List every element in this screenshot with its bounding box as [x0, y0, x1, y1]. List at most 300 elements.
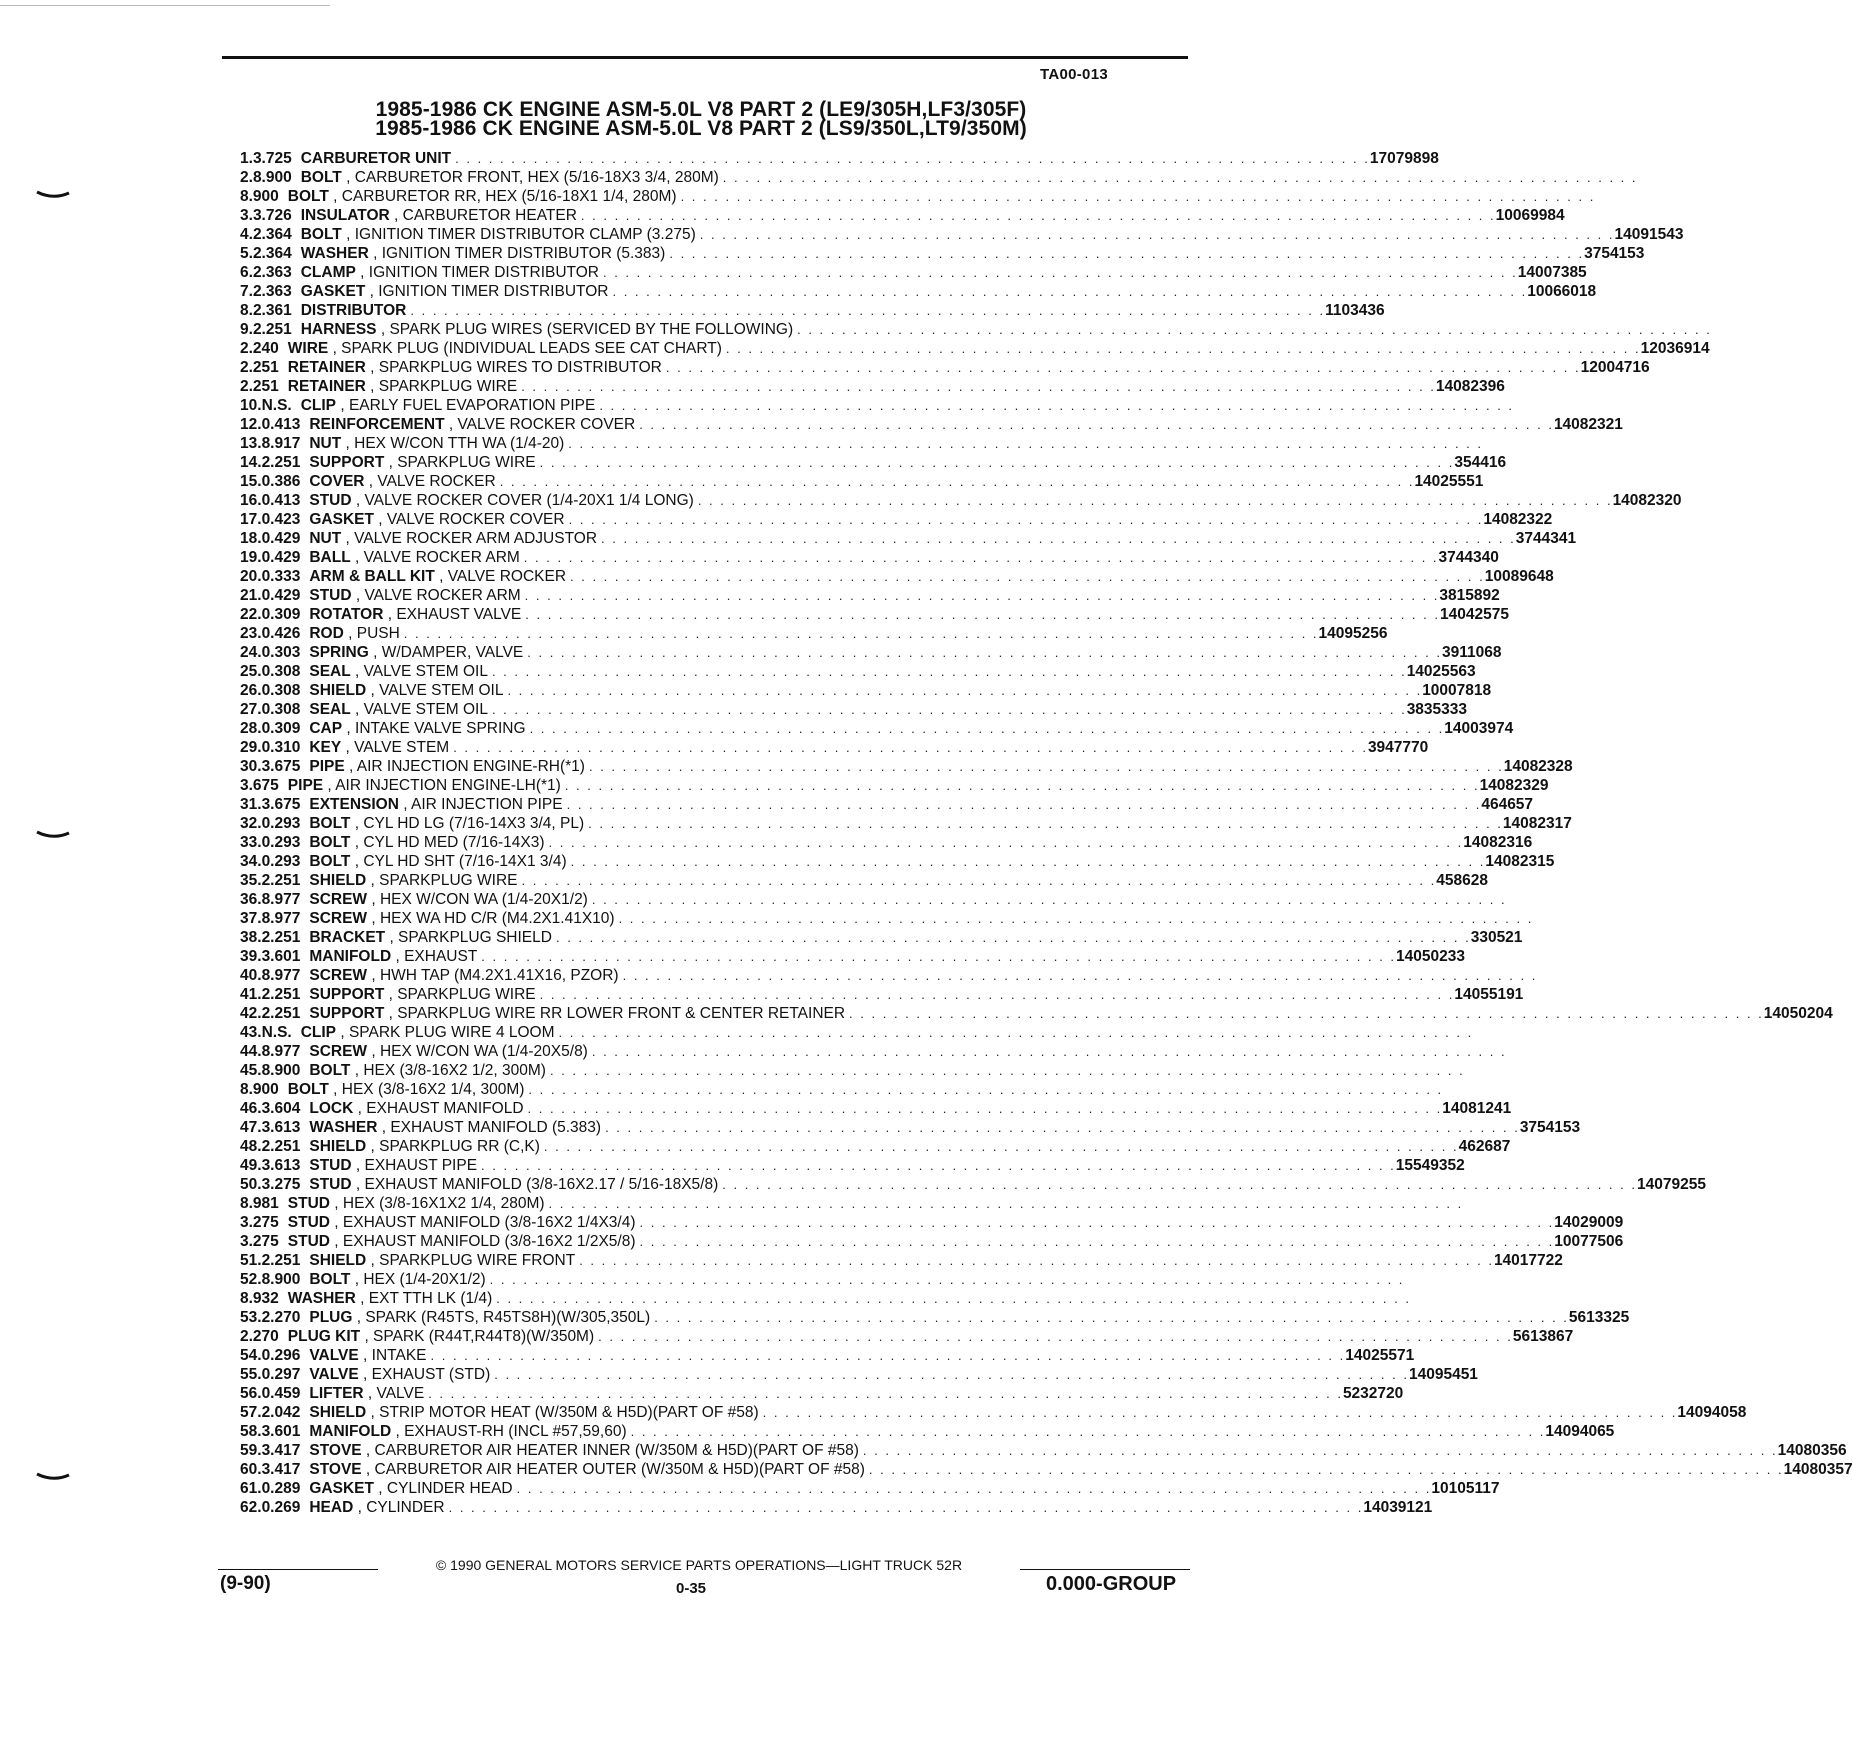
illustration-code: 3.275 — [240, 1214, 279, 1231]
part-name: GASKET — [309, 511, 374, 528]
part-name: VALVE — [309, 1366, 359, 1383]
dot-leader: . . . . . . . . . . . . . . . . . . . . . . . . . . . . . . . . . . . . . . . . . . . . . . . . . . . . . . . . . . . . . . . . . . . . . . . . . . . . . . . . . . — [555, 930, 1471, 945]
part-number: 14080357 — [1783, 1461, 1853, 1478]
part-detail: , AIR INJECTION PIPE — [398, 796, 563, 813]
part-name: RETAINER — [287, 378, 366, 395]
part-number: 14025551 — [1414, 473, 1484, 490]
dot-leader: . . . . . . . . . . . . . . . . . . . . . . . . . . . . . . . . . . . . . . . . . . . . . . . . . . . . . . . . . . . . . . . . . . . . . . . . . . . . . . . . . . — [523, 550, 1439, 565]
part-name: CLIP — [300, 1024, 337, 1041]
illustration-code: 2.251 — [261, 986, 301, 1003]
illustration-code: 0.308 — [261, 663, 301, 680]
part-number: 3744341 — [1515, 530, 1577, 547]
part-name: CLAMP — [300, 264, 356, 281]
part-detail: , CYLINDER HEAD — [373, 1480, 513, 1497]
list-item — [240, 1023, 1474, 1042]
list-item — [240, 510, 1553, 529]
list-item — [240, 339, 1710, 358]
part-detail: , AIR INJECTION ENGINE-RH(*1) — [344, 758, 585, 775]
dot-leader: . . . . . . . . . . . . . . . . . . . . . . . . . . . . . . . . . . . . . . . . . . . . . . . . . . . . . . . . . . . . . . . . . . . . . . . . . . . . . . . . . . — [639, 1234, 1555, 1249]
part-number: 14082316 — [1463, 834, 1533, 851]
part-description — [309, 871, 1436, 890]
part-detail: , EXHAUST — [391, 948, 478, 965]
part-number: 14079255 — [1637, 1176, 1706, 1193]
illustration-code: 2.270 — [261, 1309, 301, 1326]
part-detail: , STRIP MOTOR HEAT (W/350M & H5D)(PART OF #58) — [366, 1404, 759, 1421]
list-item — [240, 852, 1555, 871]
part-description — [309, 928, 1470, 947]
part-name: BOLT — [309, 853, 351, 870]
illustration-code: 8.900 — [240, 1081, 279, 1098]
part-description — [301, 244, 1584, 263]
part-name: KEY — [309, 739, 342, 756]
ref-number: 20. — [240, 568, 262, 585]
list-item — [240, 890, 1507, 909]
illustration-code: 3.613 — [261, 1119, 301, 1136]
part-detail: , AIR INJECTION ENGINE-LH(*1) — [323, 777, 561, 794]
illustration-code: 0.310 — [261, 739, 301, 756]
part-name: STUD — [309, 492, 352, 509]
part-description — [309, 1441, 1777, 1460]
ref-number: 15. — [240, 473, 262, 490]
list-item — [240, 415, 1623, 434]
list-item — [240, 263, 1587, 282]
illustration-code: 3.675 — [261, 796, 301, 813]
illustration-code: 8.900 — [252, 169, 292, 186]
list-item — [240, 909, 1534, 928]
part-name: BOLT — [309, 834, 351, 851]
part-name: SUPPORT — [309, 454, 385, 471]
part-name: WASHER — [287, 1290, 356, 1307]
ref-number: 47. — [240, 1119, 262, 1136]
part-description — [309, 491, 1612, 510]
dot-leader: . . . . . . . . . . . . . . . . . . . . . . . . . . . . . . . . . . . . . . . . . . . . . . . . . . . . . . . . . . . . . . . . . . . . . . . . . . . . . . . . . . — [697, 493, 1613, 508]
footer-rule-left — [218, 1569, 378, 1570]
illustration-code: 0.293 — [261, 853, 301, 870]
part-description — [301, 263, 1518, 282]
list-item — [240, 586, 1500, 605]
ref-number: 2. — [240, 169, 253, 186]
part-number: 354416 — [1454, 454, 1507, 471]
part-name: STOVE — [309, 1461, 362, 1478]
ref-number: 24. — [240, 644, 262, 661]
list-item — [240, 491, 1682, 510]
list-item — [240, 1194, 1464, 1213]
part-name: SHIELD — [309, 872, 367, 889]
part-detail: , HEX (3/8-16X2 1/2, 300M) — [350, 1062, 546, 1079]
dot-leader: . . . . . . . . . . . . . . . . . . . . . . . . . . . . . . . . . . . . . . . . . . . . . . . . . . . . . . . . . . . . . . . . . . . . . . . . . . . . . . . . . . — [580, 208, 1496, 223]
ref-number: 28. — [240, 720, 262, 737]
part-number: 14029009 — [1554, 1214, 1624, 1231]
part-detail: , INTAKE — [358, 1347, 427, 1364]
part-name: DISTRIBUTOR — [300, 302, 407, 319]
part-description — [309, 1422, 1545, 1441]
illustration-code: 3.601 — [261, 1423, 301, 1440]
illustration-code: 8.981 — [240, 1195, 279, 1212]
illustration-code: 0.429 — [261, 530, 301, 547]
part-detail: , EXHAUST MANIFOLD (5.383) — [377, 1119, 602, 1136]
part-number: 14003974 — [1444, 720, 1514, 737]
list-item — [240, 871, 1488, 890]
part-description — [309, 890, 1506, 909]
part-description — [309, 1251, 1494, 1270]
part-name: BOLT — [300, 169, 342, 186]
dot-leader: . . . . . . . . . . . . . . . . . . . . . . . . . . . . . . . . . . . . . . . . . . . . . . . . . . . . . . . . . . . . . . . . . . . . . . . . . . . . . . . . . . — [527, 645, 1442, 660]
dot-leader: . . . . . . . . . . . . . . . . . . . . . . . . . . . . . . . . . . . . . . . . . . . . . . . . . . . . . . . . . . . . . . . . . . . . . . . . . . . . . . . . . . — [403, 626, 1319, 641]
ref-number: 7. — [240, 283, 253, 300]
illustration-code: 8.900 — [261, 1062, 301, 1079]
part-description — [309, 453, 1454, 472]
part-name: HEAD — [309, 1499, 354, 1516]
dot-leader: . . . . . . . . . . . . . . . . . . . . . . . . . . . . . . . . . . . . . . . . . . . . . . . . . . . . . . . . . . . . . . . . . . . . . . . . . . . . . . . . . . — [862, 1443, 1778, 1458]
part-name: BOLT — [300, 226, 342, 243]
part-detail: , VALVE — [363, 1385, 425, 1402]
dot-leader: . . . . . . . . . . . . . . . . . . . . . . . . . . . . . . . . . . . . . . . . . . . . . . . . . . . . . . . . . . . . . . . . . . . . . . . . . . . . . . . . . . — [605, 1120, 1520, 1135]
part-description — [301, 1023, 1474, 1042]
part-detail: , CYL HD MED (7/16-14X3) — [350, 834, 545, 851]
part-name: SCREW — [309, 891, 368, 908]
list-item — [240, 168, 1638, 187]
part-name: BOLT — [287, 188, 329, 205]
part-number: 5232720 — [1342, 1385, 1404, 1402]
group-label: 0.000-GROUP — [1046, 1573, 1177, 1595]
part-detail: , SPARKPLUG WIRE RR LOWER FRONT & CENTER RETAINER — [384, 1005, 846, 1022]
list-item — [240, 947, 1465, 966]
illustration-code: 0.413 — [261, 416, 301, 433]
title-block — [0, 100, 1252, 138]
part-description — [309, 947, 1396, 966]
list-item — [240, 453, 1507, 472]
list-item — [240, 1498, 1433, 1517]
ref-number: 56. — [240, 1385, 262, 1402]
part-description — [301, 206, 1496, 225]
illustration-code: 3.604 — [261, 1100, 301, 1117]
ref-number: 53. — [240, 1309, 262, 1326]
ref-number: 29. — [240, 739, 262, 756]
dot-leader: . . . . . . . . . . . . . . . . . . . . . . . . . . . . . . . . . . . . . . . . . . . . . . . . . . . . . . . . . . . . . . . . . . . . . . . . . . . . . . . . . . — [430, 1348, 1346, 1363]
part-number: 14082328 — [1503, 758, 1573, 775]
part-name: WIRE — [287, 340, 329, 357]
ref-number: 5. — [240, 245, 253, 262]
part-name: BOLT — [309, 1062, 351, 1079]
part-description — [309, 719, 1444, 738]
dot-leader: . . . . . . . . . . . . . . . . . . . . . . . . . . . . . . . . . . . . . . . . . . . . . . . . . . . . . . . . . . . . . . . . . . . . . . . . . . . . . . . . . . — [494, 1367, 1409, 1382]
list-item — [240, 1346, 1415, 1365]
part-description — [288, 1080, 1443, 1099]
list-item — [240, 681, 1492, 700]
list-item — [240, 833, 1533, 852]
dot-leader: . . . . . . . . . . . . . . . . . . . . . . . . . . . . . . . . . . . . . . . . . . . . . . . . . . . . . . . . . . . . . . . . . . . . . . . . . . . . . . . . . . — [496, 1291, 1411, 1306]
part-description — [288, 377, 1436, 396]
part-name: STUD — [309, 1157, 352, 1174]
part-name: STUD — [287, 1233, 330, 1250]
illustration-code: 0.423 — [261, 511, 301, 528]
list-item — [240, 1156, 1465, 1175]
part-number: 5613325 — [1568, 1309, 1630, 1326]
part-name: CLIP — [300, 397, 337, 414]
revision-date: (9-90) — [220, 1573, 271, 1594]
part-number: 10007818 — [1422, 682, 1492, 699]
ref-number: 59. — [240, 1442, 262, 1459]
illustration-code: 8.900 — [261, 1271, 301, 1288]
list-item — [240, 795, 1534, 814]
dot-leader: . . . . . . . . . . . . . . . . . . . . . . . . . . . . . . . . . . . . . . . . . . . . . . . . . . . . . . . . . . . . . . . . . . . . . . . . . . . . . . . . . . — [602, 265, 1518, 280]
part-name: PIPE — [309, 758, 345, 775]
ref-number: 30. — [240, 758, 262, 775]
dot-leader: . . . . . . . . . . . . . . . . . . . . . . . . . . . . . . . . . . . . . . . . . . . . . . . . . . . . . . . . . . . . . . . . . . . . . . . . . . . . . . . . . . — [410, 303, 1326, 318]
dot-leader: . . . . . . . . . . . . . . . . . . . . . . . . . . . . . . . . . . . . . . . . . . . . . . . . . . . . . . . . . . . . . . . . . . . . . . . . . . . . . . . . . . — [455, 151, 1370, 166]
list-item — [240, 1403, 1747, 1422]
ref-number: 41. — [240, 986, 262, 1003]
list-item — [240, 434, 1484, 453]
part-number: 14081241 — [1442, 1100, 1512, 1117]
part-detail: , HEX W/CON WA (1/4-20X1/2) — [367, 891, 588, 908]
ref-number: 22. — [240, 606, 262, 623]
part-description — [309, 643, 1442, 662]
part-detail: , VALVE STEM OIL — [350, 663, 488, 680]
part-number: 12004716 — [1580, 359, 1650, 376]
part-name: SEAL — [309, 701, 351, 718]
dot-leader: . . . . . . . . . . . . . . . . . . . . . . . . . . . . . . . . . . . . . . . . . . . . . . . . . . . . . . . . . . . . . . . . . . . . . . . . . . . . . . . . . . — [680, 189, 1596, 204]
part-name: STUD — [309, 1176, 352, 1193]
part-name: BOLT — [309, 1271, 351, 1288]
part-description — [301, 301, 1325, 320]
ref-number: 43. — [240, 1024, 262, 1041]
part-description — [309, 1346, 1345, 1365]
part-number: 458628 — [1436, 872, 1488, 889]
footer-rule-right — [1020, 1569, 1190, 1570]
illustration-code: 0.296 — [261, 1347, 301, 1364]
part-description — [288, 1232, 1554, 1251]
ref-number: 14. — [240, 454, 262, 471]
dot-leader: . . . . . . . . . . . . . . . . . . . . . . . . . . . . . . . . . . . . . . . . . . . . . . . . . . . . . . . . . . . . . . . . . . . . . . . . . . . . . . . . . . — [568, 512, 1484, 527]
ref-number: 54. — [240, 1347, 262, 1364]
dot-leader: . . . . . . . . . . . . . . . . . . . . . . . . . . . . . . . . . . . . . . . . . . . . . . . . . . . . . . . . . . . . . . . . . . . . . . . . . . . . . . . . . . — [448, 1500, 1364, 1515]
part-detail: , VALVE ROCKER COVER (1/4-20X1 1/4 LONG) — [351, 492, 694, 509]
dot-leader: . . . . . . . . . . . . . . . . . . . . . . . . . . . . . . . . . . . . . . . . . . . . . . . . . . . . . . . . . . . . . . . . . . . . . . . . . . . . . . . . . . — [725, 341, 1641, 356]
dot-leader: . . . . . . . . . . . . . . . . . . . . . . . . . . . . . . . . . . . . . . . . . . . . . . . . . . . . . . . . . . . . . . . . . . . . . . . . . . . . . . . . . . — [527, 1101, 1443, 1116]
part-description — [309, 1137, 1458, 1156]
dot-leader: . . . . . . . . . . . . . . . . . . . . . . . . . . . . . . . . . . . . . . . . . . . . . . . . . . . . . . . . . . . . . . . . . . . . . . . . . . . . . . . . . . — [548, 1196, 1464, 1211]
dot-leader: . . . . . . . . . . . . . . . . . . . . . . . . . . . . . . . . . . . . . . . . . . . . . . . . . . . . . . . . . . . . . . . . . . . . . . . . . . . . . . . . . . — [618, 911, 1534, 926]
illustration-code: 8.977 — [261, 910, 301, 927]
part-name: CARBURETOR UNIT — [300, 150, 452, 167]
dot-leader: . . . . . . . . . . . . . . . . . . . . . . . . . . . . . . . . . . . . . . . . . . . . . . . . . . . . . . . . . . . . . . . . . . . . . . . . . . . . . . . . . . — [507, 683, 1423, 698]
dot-leader: . . . . . . . . . . . . . . . . . . . . . . . . . . . . . . . . . . . . . . . . . . . . . . . . . . . . . . . . . . . . . . . . . . . . . . . . . . . . . . . . . . — [524, 588, 1440, 603]
part-name: GASKET — [300, 283, 366, 300]
part-detail: , IGNITION TIMER DISTRIBUTOR CLAMP (3.275) — [341, 226, 696, 243]
ref-number: 39. — [240, 948, 262, 965]
part-number: 14080356 — [1777, 1442, 1847, 1459]
part-detail: , SPARKPLUG WIRE — [384, 986, 536, 1003]
ref-number: 4. — [240, 226, 253, 243]
illustration-code: 0.309 — [261, 720, 301, 737]
illustration-code: 0.269 — [261, 1499, 301, 1516]
illustration-code: 2.042 — [261, 1404, 301, 1421]
dot-leader: . . . . . . . . . . . . . . . . . . . . . . . . . . . . . . . . . . . . . . . . . . . . . . . . . . . . . . . . . . . . . . . . . . . . . . . . . . . . . . . . . . — [601, 531, 1516, 546]
part-number: 14007385 — [1517, 264, 1587, 281]
part-number: 15549352 — [1395, 1157, 1465, 1174]
part-name: RETAINER — [287, 359, 366, 376]
part-name: PIPE — [287, 777, 324, 794]
illustration-code: 2.251 — [252, 321, 292, 338]
part-detail: , EXHAUST MANIFOLD (3/8-16X2.17 / 5/16-18X5/8) — [351, 1176, 719, 1193]
part-detail: , HEX (3/8-16X2 1/4, 300M) — [328, 1081, 525, 1098]
part-detail: , CYL HD LG (7/16-14X3 3/4, PL) — [350, 815, 585, 832]
list-item — [240, 719, 1514, 738]
part-number: 14095256 — [1318, 625, 1388, 642]
illustration-code: 8.900 — [240, 188, 279, 205]
illustration-code: N.S. — [261, 397, 292, 414]
dot-leader: . . . . . . . . . . . . . . . . . . . . . . . . . . . . . . . . . . . . . . . . . . . . . . . . . . . . . . . . . . . . . . . . . . . . . . . . . . . . . . . . . . — [543, 1139, 1459, 1154]
part-detail: , SPARKPLUG SHIELD — [385, 929, 552, 946]
list-item — [240, 605, 1509, 624]
scan-artifact-line — [0, 5, 330, 6]
ref-number: 21. — [240, 587, 262, 604]
part-detail: , VALVE STEM OIL — [366, 682, 504, 699]
part-description — [309, 1099, 1442, 1118]
dot-leader: . . . . . . . . . . . . . . . . . . . . . . . . . . . . . . . . . . . . . . . . . . . . . . . . . . . . . . . . . . . . . . . . . . . . . . . . . . . . . . . . . . — [797, 322, 1712, 337]
part-detail: , EXT TTH LK (1/4) — [355, 1290, 493, 1307]
part-detail: , HWH TAP (M4.2X1.41X16, PZOR) — [367, 967, 619, 984]
part-detail: , HEX (3/8-16X1X2 1/4, 280M) — [330, 1195, 545, 1212]
illustration-code: 8.932 — [240, 1290, 279, 1307]
part-description — [288, 776, 1480, 795]
ref-number: 57. — [240, 1404, 262, 1421]
dot-leader: . . . . . . . . . . . . . . . . . . . . . . . . . . . . . . . . . . . . . . . . . . . . . . . . . . . . . . . . . . . . . . . . . . . . . . . . . . . . . . . . . . — [639, 1215, 1555, 1230]
part-description — [309, 472, 1414, 491]
part-name: SHIELD — [309, 1404, 367, 1421]
part-name: INSULATOR — [300, 207, 390, 224]
illustration-code: 2.364 — [252, 245, 292, 262]
ref-number: 31. — [240, 796, 262, 813]
dot-leader: . . . . . . . . . . . . . . . . . . . . . . . . . . . . . . . . . . . . . . . . . . . . . . . . . . . . . . . . . . . . . . . . . . . . . . . . . . . . . . . . . . — [588, 816, 1503, 831]
illustration-code: 3.601 — [261, 948, 301, 965]
part-number: 14042575 — [1439, 606, 1509, 623]
dot-leader: . . . . . . . . . . . . . . . . . . . . . . . . . . . . . . . . . . . . . . . . . . . . . . . . . . . . . . . . . . . . . . . . . . . . . . . . . . . . . . . . . . — [558, 1025, 1474, 1040]
binder-hole-mark — [36, 830, 70, 840]
dot-leader: . . . . . . . . . . . . . . . . . . . . . . . . . . . . . . . . . . . . . . . . . . . . . . . . . . . . . . . . . . . . . . . . . . . . . . . . . . . . . . . . . . — [699, 227, 1615, 242]
ref-number: 9. — [240, 321, 253, 338]
part-description — [309, 985, 1454, 1004]
list-item — [240, 206, 1565, 225]
illustration-code: 3.417 — [261, 1461, 301, 1478]
part-name: PLUG KIT — [287, 1328, 361, 1345]
part-number: 12036914 — [1640, 340, 1710, 357]
illustration-code: 0.293 — [261, 815, 301, 832]
ref-number: 36. — [240, 891, 262, 908]
list-item — [240, 928, 1523, 947]
list-item — [240, 1099, 1512, 1118]
dot-leader: . . . . . . . . . . . . . . . . . . . . . . . . . . . . . . . . . . . . . . . . . . . . . . . . . . . . . . . . . . . . . . . . . . . . . . . . . . . . . . . . . . — [762, 1405, 1678, 1420]
ref-number: 12. — [240, 416, 262, 433]
dot-leader: . . . . . . . . . . . . . . . . . . . . . . . . . . . . . . . . . . . . . . . . . . . . . . . . . . . . . . . . . . . . . . . . . . . . . . . . . . . . . . . . . . — [639, 417, 1554, 432]
part-detail: , SPARKPLUG WIRE — [366, 872, 518, 889]
list-item — [240, 472, 1484, 491]
part-name: MANIFOLD — [309, 948, 392, 965]
dot-leader: . . . . . . . . . . . . . . . . . . . . . . . . . . . . . . . . . . . . . . . . . . . . . . . . . . . . . . . . . . . . . . . . . . . . . . . . . . . . . . . . . . — [669, 246, 1585, 261]
part-description — [301, 225, 1615, 244]
illustration-code: 3.675 — [240, 777, 279, 794]
list-item — [240, 814, 1572, 833]
part-detail: , IGNITION TIMER DISTRIBUTOR (5.383) — [368, 245, 666, 262]
part-number: 3947770 — [1367, 739, 1429, 756]
illustration-code: 0.459 — [261, 1385, 301, 1402]
part-number: 10105117 — [1431, 1480, 1500, 1497]
list-item — [240, 1460, 1853, 1479]
list-item — [240, 1270, 1405, 1289]
part-name: PLUG — [309, 1309, 353, 1326]
ref-number: 32. — [240, 815, 262, 832]
list-item — [240, 320, 1712, 339]
ref-number: 18. — [240, 530, 262, 547]
dot-leader: . . . . . . . . . . . . . . . . . . . . . . . . . . . . . . . . . . . . . . . . . . . . . . . . . . . . . . . . . . . . . . . . . . . . . . . . . . . . . . . . . . — [428, 1386, 1343, 1401]
illustration-code: 2.251 — [261, 872, 301, 889]
part-name: REINFORCEMENT — [309, 416, 445, 433]
ref-number: 1. — [240, 150, 253, 167]
list-item — [240, 1384, 1404, 1403]
dot-leader: . . . . . . . . . . . . . . . . . . . . . . . . . . . . . . . . . . . . . . . . . . . . . . . . . . . . . . . . . . . . . . . . . . . . . . . . . . . . . . . . . . — [654, 1310, 1569, 1325]
part-detail: , HEX W/CON WA (1/4-20X5/8) — [367, 1043, 588, 1060]
part-description — [301, 282, 1527, 301]
illustration-code: 2.361 — [252, 302, 292, 319]
list-item — [240, 244, 1645, 263]
ref-number: 26. — [240, 682, 262, 699]
title-line-2: 1985-1986 CK ENGINE ASM-5.0L V8 PART 2 (LS9/350L,LT9/350M) — [375, 117, 1027, 140]
part-detail: , CYL HD SHT (7/16-14X1 3/4) — [350, 853, 567, 870]
part-name: SCREW — [309, 1043, 368, 1060]
part-description — [309, 757, 1503, 776]
part-name: SHIELD — [309, 1252, 367, 1269]
dot-leader: . . . . . . . . . . . . . . . . . . . . . . . . . . . . . . . . . . . . . . . . . . . . . . . . . . . . . . . . . . . . . . . . . . . . . . . . . . . . . . . . . . — [549, 1063, 1465, 1078]
part-description — [288, 1289, 1411, 1308]
dot-leader: . . . . . . . . . . . . . . . . . . . . . . . . . . . . . . . . . . . . . . . . . . . . . . . . . . . . . . . . . . . . . . . . . . . . . . . . . . . . . . . . . . — [525, 607, 1440, 622]
part-name: SUPPORT — [309, 1005, 385, 1022]
part-number: 1103436 — [1325, 302, 1385, 319]
illustration-code: 0.386 — [261, 473, 301, 490]
part-description — [309, 548, 1438, 567]
part-number: 14050204 — [1763, 1005, 1833, 1022]
illustration-code: 2.251 — [240, 359, 279, 376]
ref-number: 33. — [240, 834, 262, 851]
part-description — [288, 187, 1596, 206]
illustration-code: 2.270 — [240, 1328, 279, 1345]
part-name: SHIELD — [309, 1138, 367, 1155]
illustration-code: 0.293 — [261, 834, 301, 851]
list-item — [240, 282, 1597, 301]
part-detail: , HEX W/CON TTH WA (1/4-20) — [341, 435, 565, 452]
list-item — [240, 1175, 1706, 1194]
list-item — [240, 358, 1650, 377]
illustration-code: 3.725 — [252, 150, 292, 167]
part-number: 10089648 — [1484, 568, 1554, 585]
dot-leader: . . . . . . . . . . . . . . . . . . . . . . . . . . . . . . . . . . . . . . . . . . . . . . . . . . . . . . . . . . . . . . . . . . . . . . . . . . . . . . . . . . — [528, 1082, 1444, 1097]
part-detail: , EXHAUST MANIFOLD (3/8-16X2 1/4X3/4) — [330, 1214, 636, 1231]
part-number: 14025571 — [1345, 1347, 1415, 1364]
ref-number: 19. — [240, 549, 262, 566]
list-item — [240, 1422, 1615, 1441]
parts-list — [240, 149, 1853, 1517]
illustration-code: 0.413 — [261, 492, 301, 509]
illustration-code: 2.251 — [261, 1138, 301, 1155]
part-number: 3754153 — [1584, 245, 1645, 262]
binder-hole-mark — [36, 190, 70, 200]
ref-number: 46. — [240, 1100, 262, 1117]
dot-leader: . . . . . . . . . . . . . . . . . . . . . . . . . . . . . . . . . . . . . . . . . . . . . . . . . . . . . . . . . . . . . . . . . . . . . . . . . . . . . . . . . . — [588, 759, 1504, 774]
page-number: 0-35 — [676, 1580, 707, 1597]
part-number: 14050233 — [1396, 948, 1465, 965]
part-number: 14091543 — [1614, 226, 1684, 243]
list-item — [240, 1080, 1444, 1099]
